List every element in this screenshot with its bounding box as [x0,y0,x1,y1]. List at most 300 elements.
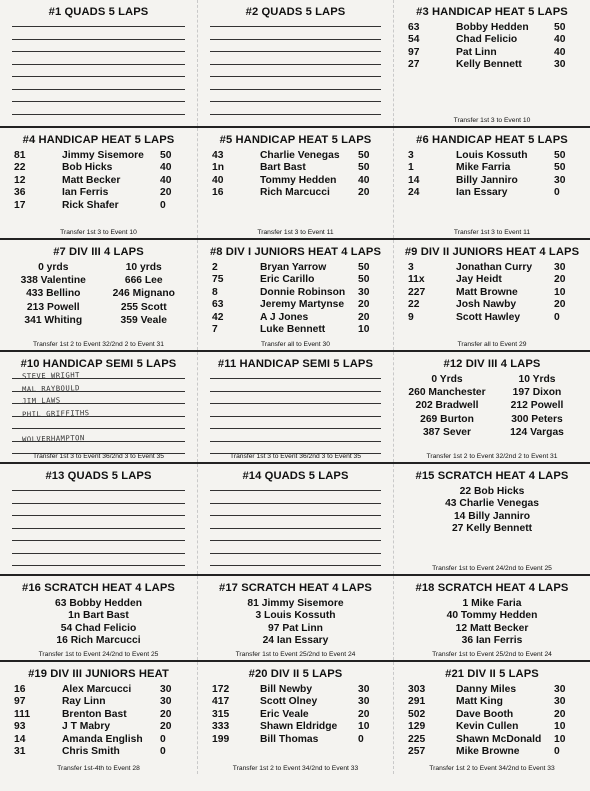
entry-row [400,696,584,708]
event-box [197,352,393,462]
transfer-note: Transfer 1st to Event 24/2nd to Event 25 [38,651,159,658]
entry-line [210,114,381,115]
entry-line [12,39,185,40]
entry-column [402,374,492,440]
rider-number: 199 [212,733,230,745]
transfer-note: Transfer 1st 2 to Event 32/2nd 2 to Event 31 [426,453,558,460]
transfer-note: Transfer 1st to Event 24/2nd to Event 25 [432,565,552,572]
entry-row [400,162,584,174]
event-title: #21 DIV II 5 LAPS [445,668,539,680]
rider-number: 3 [408,262,414,273]
handicap-yards: 0 [160,745,166,757]
entry-text: 36 Ian Ferris [461,635,523,647]
entry-row [204,187,387,199]
entry-line [210,540,381,541]
entry-text: 81 Jimmy Sisemore [247,598,344,609]
entry-line [210,101,381,102]
transfer-note: Transfer 1st 3 to Event 10 [60,229,137,236]
entry-line [210,391,381,392]
transfer-note: Transfer 1st 2 to Event 34/2nd to Event 33 [232,765,359,772]
entry-row [400,287,584,299]
entry-line [12,76,185,77]
entry-row [400,34,584,46]
transfer-note: Transfer 1st 3 to Event 10 [453,117,531,124]
rider-name: Chris Smith [62,745,120,757]
handicap-yards: 30 [554,174,566,186]
transfer-note: Transfer 1st 2 to Event 32/2nd 2 to Event 31 [33,341,164,348]
handicap-yards: 30 [554,696,566,708]
rider-number: 8 [212,286,218,298]
rider-number: 257 [408,745,426,757]
event-box [0,352,197,462]
rider-name: Shawn Eldridge [260,721,338,733]
entry-text: 12 Matt Becker [455,622,529,634]
rider-number: 22 [14,162,26,174]
rider-number: 97 [14,696,26,708]
rider-name: Jeremy Martynse [260,299,345,311]
entry-list [6,150,191,212]
entry-text: 255 Scott [120,301,167,313]
rider-number: 111 [14,708,31,720]
handicap-yards: 0 [160,733,166,745]
handwritten-entry: PHIL GRIFFITHS [21,407,90,419]
entry-text: 97 Pat Linn [268,622,323,634]
rider-name: Brenton Bast [62,708,127,720]
entry-lines [12,490,185,574]
entry-text: 300 Peters [511,413,563,425]
entry-row [204,684,387,696]
rider-name: Ian Essary [456,187,508,199]
event-row [0,128,590,240]
entry-text: 54 Chad Felicio [60,622,137,634]
entry-row [400,262,584,274]
entry-text: 0 Yrds [431,374,463,385]
rider-name: Rich Marcucci [260,187,330,199]
event-box [0,464,197,574]
rider-name: Ian Ferris [62,187,109,199]
rider-name: Kevin Cullen [456,721,519,733]
rider-name: Eric Veale [260,708,309,720]
handicap-yards: 30 [358,684,370,695]
rider-number: 36 [14,187,26,199]
entry-text: 213 Powell [26,301,80,313]
event-title: #9 DIV II JUNIORS HEAT 4 LAPS [404,246,580,258]
transfer-note: Transfer 1st to Event 25/2nd to Event 24 [432,651,552,658]
transfer-note: Transfer 1st 2 to Event 34/2nd to Event 33 [429,765,555,772]
entry-text: 341 Whiting [24,314,83,326]
rider-number: 2 [212,262,218,273]
rider-number: 7 [212,323,218,335]
entry-row [400,187,584,199]
entry-row [400,150,584,162]
event-title: #10 HANDICAP SEMI 5 LAPS [20,358,177,370]
rider-number: 43 [212,150,224,161]
handicap-yards: 50 [358,274,370,286]
event-title: #5 HANDICAP HEAT 5 LAPS [219,134,372,146]
transfer-note: Transfer 1st-4th to Event 28 [57,765,140,772]
entry-line [210,490,381,491]
event-box [0,576,197,660]
handicap-yards: 0 [554,745,560,757]
entry-text: 359 Veale [120,314,167,326]
event-box [0,128,197,238]
entry-column [99,262,190,328]
entry-row [6,746,191,758]
entry-list [6,684,191,758]
entry-line [12,101,185,102]
entry-row [400,299,584,311]
event-title: #6 HANDICAP HEAT 5 LAPS [416,134,568,146]
entry-line [210,565,381,566]
entry-line [210,503,381,504]
entry-line [210,76,381,77]
event-title: #2 QUADS 5 LAPS [245,6,346,18]
rider-name: Amanda English [62,733,143,745]
entry-text: 202 Bradwell [415,400,479,412]
entry-row [204,721,387,733]
entry-lines [12,26,185,126]
entry-column [8,262,99,328]
event-box [393,662,590,774]
handicap-yards: 40 [358,174,370,186]
handicap-yards: 20 [358,708,370,720]
rider-number: 97 [408,46,420,58]
event-box [393,576,590,660]
entry-list [400,262,584,324]
event-row [0,0,590,128]
event-title: #15 SCRATCH HEAT 4 LAPS [415,470,569,482]
handicap-yards: 30 [358,696,370,708]
entry-row [400,175,584,187]
entry-line [12,565,185,566]
entry-text: 260 Manchester [408,387,486,399]
entry-row [204,324,387,336]
entry-row [6,162,191,174]
event-box [197,240,393,350]
entry-line [12,540,185,541]
handicap-yards: 10 [554,721,566,733]
handicap-yards: 20 [358,311,370,323]
event-title: #1 QUADS 5 LAPS [48,6,149,18]
entry-row [6,696,191,708]
entry-column [492,374,582,440]
entry-text: 1n Bart Bast [68,610,129,622]
event-title: #18 SCRATCH HEAT 4 LAPS [415,582,569,594]
handicap-yards: 50 [554,22,566,33]
event-box [197,464,393,574]
handicap-yards: 50 [358,150,370,161]
rider-name: Matt Browne [456,286,518,298]
handicap-yards: 20 [358,299,370,311]
entry-list [198,598,393,648]
entry-line [210,64,381,65]
event-box [0,240,197,350]
rider-name: Scott Hawley [456,311,521,323]
entry-text: 269 Burton [420,413,474,425]
entry-line [12,26,185,27]
entry-line [12,114,185,115]
rider-number: 63 [408,22,420,33]
rider-name: Mike Farria [456,162,511,174]
handwritten-entry: JIM LAWS [21,395,61,406]
handicap-yards: 50 [554,150,566,161]
event-box [197,662,393,774]
rider-number: 172 [212,684,230,695]
handicap-yards: 30 [554,59,566,71]
handwritten-entry: STEVE WRIGHT [21,370,81,381]
transfer-note: Transfer all to Event 29 [457,341,527,348]
entry-text: 1 Mike Faria [462,598,522,609]
entry-row [204,274,387,286]
rider-name: J T Mabry [62,721,111,733]
rider-name: Mike Browne [456,745,520,757]
event-title: #7 DIV III 4 LAPS [53,246,144,258]
rider-name: Jay Heidt [456,274,502,286]
entry-list [400,684,584,758]
entry-text: 43 Charlie Venegas [445,498,539,510]
entry-row [204,262,387,274]
two-column-entries [402,374,582,440]
rider-number: 333 [212,721,230,733]
event-row [0,576,590,662]
rider-name: Charlie Venegas [260,150,340,161]
handicap-yards: 0 [160,199,166,211]
event-box [0,662,197,774]
entry-row [400,312,584,324]
entry-line [12,553,185,554]
rider-name: A J Jones [260,311,309,323]
transfer-note: Transfer all to Event 30 [261,341,330,348]
handicap-yards: 30 [160,684,172,695]
handicap-yards: 20 [160,187,172,199]
rider-number: 502 [408,708,426,720]
entry-line [12,89,185,90]
handicap-yards: 10 [554,733,566,745]
rider-name: Bob Hicks [62,162,113,174]
rider-name: Alex Marcucci [62,684,132,695]
rider-number: 54 [408,34,420,46]
event-title: #3 HANDICAP HEAT 5 LAPS [416,6,568,18]
entry-row [6,721,191,733]
event-title: #11 HANDICAP SEMI 5 LAPS [217,358,374,370]
event-title: #13 QUADS 5 LAPS [45,470,152,482]
rider-number: 81 [14,150,26,161]
transfer-note: Transfer 1st 3 to Event 11 [257,229,334,236]
event-title: #4 HANDICAP HEAT 5 LAPS [22,134,175,146]
event-box [197,576,393,660]
entry-line [210,51,381,52]
rider-name: Eric Carillo [260,274,315,286]
entry-text: 124 Vargas [510,426,564,438]
handicap-yards: 50 [554,162,566,174]
transfer-note: Transfer 1st 3 to Event 36/2nd 3 to Event 35 [230,453,361,460]
entry-line [210,553,381,554]
entry-row [400,59,584,71]
rider-name: Chad Felicio [456,34,518,46]
rider-number: 3 [408,150,414,161]
entry-text: 27 Kelly Bennett [451,523,533,535]
handicap-yards: 50 [160,150,172,161]
entry-list [394,486,590,536]
entry-text: 22 Bob Hicks [459,486,525,497]
entry-text: 197 Dixon [512,387,562,399]
rider-number: 14 [408,174,420,186]
entry-row [204,287,387,299]
entry-list [204,262,387,336]
handicap-yards: 0 [358,733,364,745]
rider-name: Bobby Hedden [456,22,529,33]
entry-text: 433 Bellino [26,288,81,300]
entry-line [12,528,185,529]
rider-number: 225 [408,733,426,745]
rider-number: 75 [212,274,224,286]
entry-text: 387 Sever [422,426,472,438]
entry-text: 666 Lee [124,275,163,287]
handicap-yards: 20 [554,708,566,720]
rider-number: 16 [212,187,224,199]
event-row [0,352,590,464]
event-row [0,662,590,774]
rider-number: 40 [212,174,224,186]
rider-number: 9 [408,311,414,323]
handicap-yards: 0 [554,311,560,323]
event-title: #19 DIV III JUNIORS HEAT [28,668,169,680]
entry-line [12,64,185,65]
entry-line [210,39,381,40]
event-title: #17 SCRATCH HEAT 4 LAPS [219,582,372,594]
handicap-yards: 20 [358,187,370,199]
entry-lines [210,26,381,126]
event-title: #12 DIV III 4 LAPS [443,358,541,370]
event-box [197,0,393,126]
entry-row [400,709,584,721]
handicap-yards: 30 [554,262,566,273]
entry-row [400,734,584,746]
handicap-yards: 0 [554,187,560,199]
handicap-yards: 40 [554,46,566,58]
rider-number: 11x [408,274,425,286]
event-box [0,0,197,126]
entry-list [400,22,584,72]
handicap-yards: 20 [160,708,172,720]
entry-line [210,528,381,529]
rider-name: Josh Nawby [456,299,517,311]
entry-line [210,378,381,379]
entry-list [400,150,584,200]
entry-row [204,299,387,311]
handicap-yards: 30 [160,696,172,708]
handicap-yards: 20 [160,721,172,733]
rider-number: 129 [408,721,426,733]
entry-line [210,515,381,516]
rider-number: 291 [408,696,426,708]
rider-number: 227 [408,286,426,298]
handicap-yards: 30 [554,684,566,695]
handicap-yards: 10 [554,286,566,298]
entry-text: 246 Mignano [112,288,175,300]
handwritten-entry: WOLVERHAMPTON [21,432,85,444]
entry-text: 16 Rich Marcucci [56,635,141,647]
entry-row [204,150,387,162]
rider-number: 42 [212,311,224,323]
rider-number: 303 [408,684,426,695]
entry-text: 10 Yrds [518,374,556,385]
rider-number: 1n [212,162,225,174]
entry-row [400,721,584,733]
event-box [197,128,393,238]
entry-text: 10 yrds [125,262,162,273]
event-box [393,0,590,126]
event-row [0,464,590,576]
entry-list [394,598,590,648]
entry-row [204,312,387,324]
entry-lines [210,490,381,574]
rider-name: Billy Janniro [456,174,518,186]
event-box [393,128,590,238]
entry-list [204,150,387,200]
rider-name: Rick Shafer [62,199,119,211]
rider-name: Dave Booth [456,708,514,720]
rider-name: Jonathan Curry [456,262,533,273]
entry-list [204,684,387,746]
handicap-yards: 20 [554,299,566,311]
entry-line [12,51,185,52]
event-title: #14 QUADS 5 LAPS [242,470,349,482]
rider-name: Kelly Bennett [456,59,522,71]
rider-number: 14 [14,733,26,745]
rider-name: Matt King [456,696,503,708]
entry-row [6,175,191,187]
entry-text: 212 Powell [510,400,564,412]
rider-number: 16 [14,684,26,695]
entry-line [210,428,381,429]
rider-number: 31 [14,745,26,757]
rider-number: 63 [212,299,224,311]
rider-name: Louis Kossuth [456,150,528,161]
event-box [393,352,590,462]
rider-number: 24 [408,187,420,199]
event-title: #16 SCRATCH HEAT 4 LAPS [22,582,175,594]
rider-name: Jimmy Sisemore [62,150,144,161]
event-title: #8 DIV I JUNIORS HEAT 4 LAPS [209,246,382,258]
entry-line [210,26,381,27]
entry-text: 14 Billy Janniro [453,510,531,522]
handwritten-entry: MAL RAYBOULD [21,382,81,394]
rider-number: 12 [14,174,26,186]
handicap-yards: 10 [358,323,370,335]
entry-row [6,200,191,212]
handicap-yards: 40 [160,162,172,174]
rider-number: 17 [14,199,26,211]
rider-name: Matt Becker [62,174,121,186]
entry-line [210,441,381,442]
entry-row [6,684,191,696]
handicap-yards: 10 [358,721,370,733]
entry-row [400,22,584,34]
entry-line [210,416,381,417]
entry-row [204,734,387,746]
entry-lines [210,378,381,462]
entry-list [0,598,197,648]
entry-row [400,684,584,696]
transfer-note: Transfer 1st 3 to Event 36/2nd 3 to Event 35 [33,453,164,460]
entry-row [204,175,387,187]
rider-number: 1 [408,162,414,174]
entry-line [12,515,185,516]
event-title: #20 DIV II 5 LAPS [248,668,343,680]
entry-row [204,709,387,721]
rider-number: 315 [212,708,230,720]
